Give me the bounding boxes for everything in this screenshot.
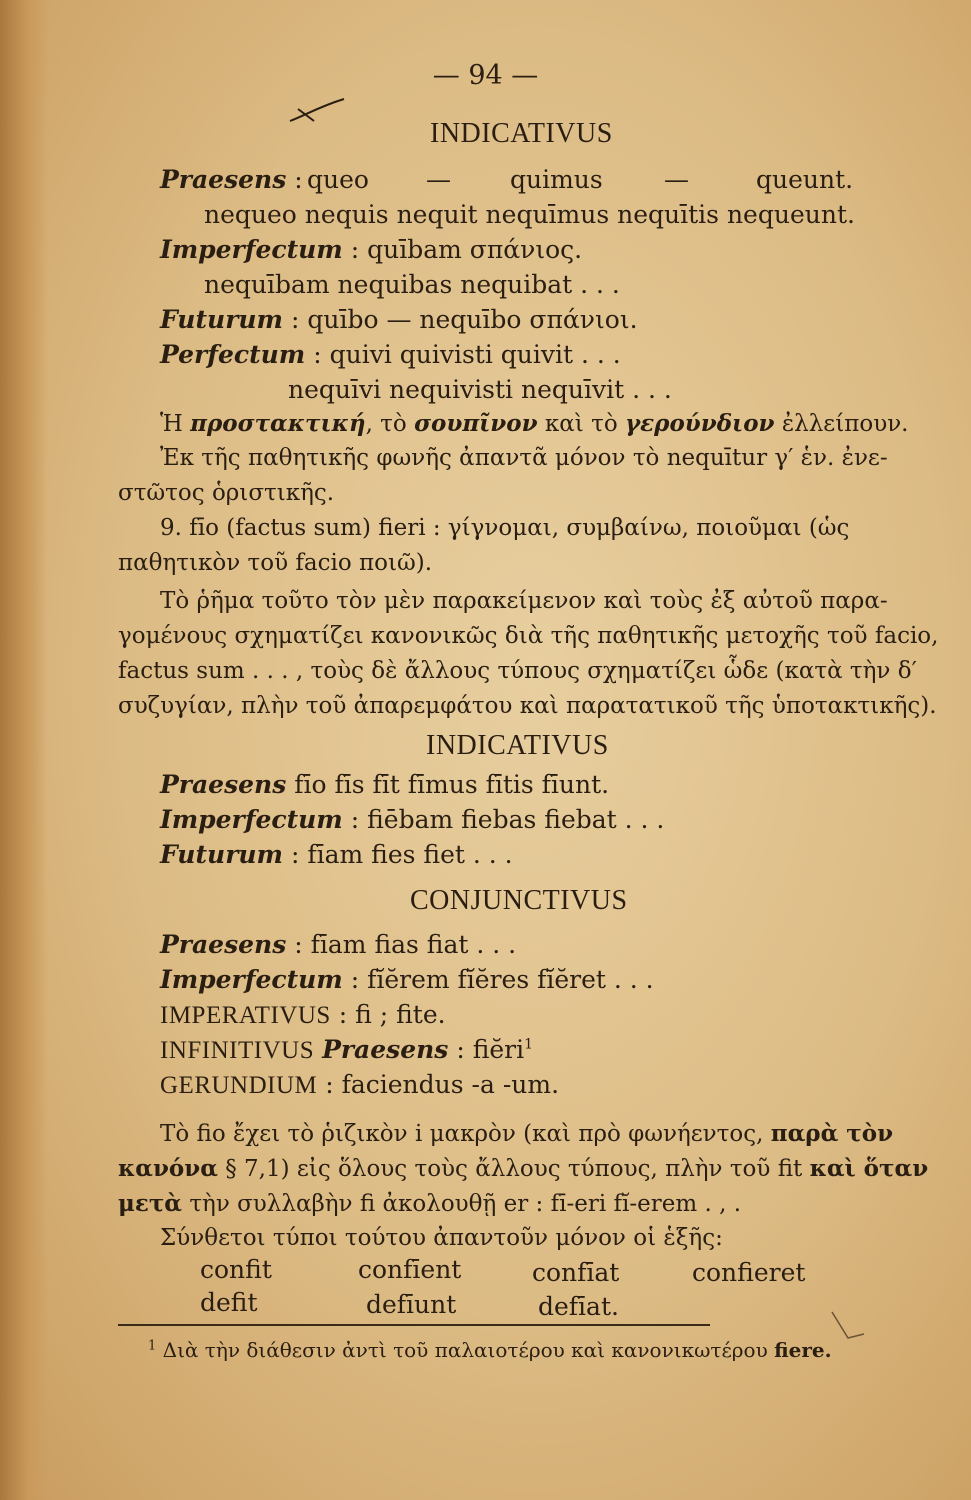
heading-conjunctivus: CONJUNCTIVUS [410,885,628,916]
form-dash-1: — [426,165,451,194]
praesens-negative: nequeo nequis nequit nequīmus nequītis nequeunt. [204,200,855,229]
paragraph2-line2: στῶτος ὁριστικῆς. [118,480,335,506]
para5-line3-b: τὴν συλλαβὴν fi ἀκολουθῇ er : fī-eri fĭ-erem . , . [189,1191,742,1217]
compound-confiat: confīat [532,1258,620,1287]
praesens-row: Praesens : [160,165,303,194]
para5-line2-a: κανόνα [118,1155,218,1182]
fio-imperfectum-text: fiēbam fiebas fiebat . . . [367,805,665,834]
conj-imperfectum-row: Imperfectum : fĭĕrem fĭĕres fĭĕret . . . [160,965,654,994]
para1-mid2: καὶ τὸ [544,411,618,437]
para1-start: Ἡ [160,411,183,437]
compound-confieret: confieret [692,1258,806,1287]
para1-end: ἐλλείπουν. [781,411,909,437]
term-soupinon: σουπῖνον [414,410,538,437]
footnote-text: Διὰ τὴν διάθεσιν ἀντὶ τοῦ παλαιοτέρου καὶ κανονικωτέρου [162,1338,768,1362]
fio-praesens-text: fīo fīs fīt fīmus fītis fīunt. [294,770,610,799]
perfectum-row: Perfectum : quivi quivisti quivit . . . [160,340,621,369]
compound-confit: confit [200,1255,272,1284]
form-quimus: quimus [510,165,603,194]
gerundium-label: GERUNDIUM [160,1072,318,1099]
infinitivus-row: INFINITIVUS Praesens : fiĕri$^1$ [160,1035,534,1064]
fio-futurum-label: Futurum [160,840,284,869]
perfectum-text: quivi quivisti quivit . . . [329,340,621,369]
footnote-word: fiere. [774,1338,832,1362]
paragraph4-line2: γομένους σχηματίζει κανονικῶς διὰ τῆς παθητικῆς μετοχῆς τοῦ facio, [118,623,939,649]
form-queunt: queunt. [756,165,854,194]
pencil-mark-icon [288,95,348,125]
conj-praesens-label: Praesens [160,930,287,959]
fio-futurum-row: Futurum : fīam fies fiet . . . [160,840,513,869]
compound-defiat: defīat. [538,1292,619,1321]
imperfectum-row: Imperfectum : quībam σπάνιος. [160,235,583,264]
conj-praesens-text: fīam fias fiat . . . [310,930,517,959]
paragraph5-line4: Σύνθετοι τύποι τούτου ἀπαντοῦν μόνον οἱ ἑξῆς: [160,1225,723,1251]
futurum-text: quībo — nequībo σπάνιοι. [307,305,638,334]
conj-imperfectum-label: Imperfectum [160,965,343,994]
gerundium-row: GERUNDIUM : faciendus -a -um. [160,1070,560,1099]
compound-confient: confīent [358,1255,462,1284]
paragraph4-line3: factus sum . . . , τοὺς δὲ ἄλλους τύπους σχηματίζει ὧδε (κατὰ τὴν δ′ [118,658,917,684]
pencil-tick-icon [828,1308,868,1344]
footnote-marker: 1 [148,1338,157,1354]
fio-praesens-label: Praesens [160,770,287,799]
paragraph5-line2 [118,1155,928,1182]
perfectum-negative: nequīvi nequivisti nequīvit . . . [288,375,672,404]
para5-line2-b: § 7,1) εἰς ὅλους τοὺς ἄλλους τύπους, πλὴν τοῦ fit [225,1156,803,1182]
fio-praesens-row [160,770,609,799]
footnote-ref[interactable]: 1 [524,1036,534,1053]
imperfectum-negative: nequībam nequibas nequibat . . . [204,270,620,299]
para5-line1-a: Τὸ fio ἔχει τὸ ῥιζικὸν i μακρὸν (καὶ πρὸ φωνήεντος, [160,1121,764,1147]
imperfectum-text: quībam σπάνιος. [367,235,583,264]
para1-mid1: , τὸ [365,411,407,437]
para5-line3-a: μετὰ [118,1190,182,1217]
paragraph3-line2: παθητικὸν τοῦ facio ποιῶ). [118,550,433,576]
paragraph5-line1 [160,1120,893,1147]
paragraph4-line4: συζυγίαν, πλὴν τοῦ ἀπαρεμφάτου καὶ παρατατικοῦ τῆς ὑποτακτικῆς). [118,693,937,719]
compound-defiunt: defīunt [366,1290,457,1319]
infinitivus-text: fiĕri [472,1035,525,1064]
paragraph5-line3 [118,1190,741,1217]
praesens-label: Praesens [160,165,287,194]
paragraph3-line1: 9. fīo (factus sum) fieri : γίγνομαι, συμβαίνω, ποιοῦμαι (ὡς [160,515,850,541]
paragraph4-line1: Τὸ ῥῆμα τοῦτο τὸν μὲν παρακείμενον καὶ τοὺς ἐξ αὐτοῦ παρα- [160,588,888,614]
conj-praesens-row: Praesens : fīam fias fiat . . . [160,930,517,959]
heading-indicativus-2: INDICATIVUS [426,730,609,761]
fio-futurum-text: fīam fies fiet . . . [307,840,513,869]
futurum-label: Futurum [160,305,284,334]
form-queo: queo [307,165,369,194]
gerundium-text: faciendus -a -um. [341,1070,560,1099]
imperativus-label: IMPERATIVUS [160,1002,331,1029]
para5-line1-b: παρὰ τὸν [770,1120,894,1147]
page-edge-shadow [0,0,48,1500]
footnote [148,1338,832,1362]
infinitivus-label: INFINITIVUS [160,1037,315,1064]
heading-indicativus-1: INDICATIVUS [430,118,613,149]
form-dash-2: — [664,165,689,194]
conj-imperfectum-text: fĭĕrem fĭĕres fĭĕret . . . [367,965,654,994]
imperfectum-label: Imperfectum [160,235,343,264]
imperativus-text: fi ; fite. [355,1000,446,1029]
paragraph2-line1: Ἐκ τῆς παθητικῆς φωνῆς ἀπαντᾶ μόνον τὸ nequītur γ′ ἑν. ἐνε- [160,445,888,471]
imperativus-row: IMPERATIVUS : fi ; fite. [160,1000,446,1029]
futurum-row: Futurum : quībo — nequībo σπάνιοι. [160,305,638,334]
compound-defit: defit [200,1288,258,1317]
para5-line2-c: καὶ ὅταν [809,1155,929,1182]
footnote-divider [118,1324,710,1326]
term-prostaktiki: προστακτική [190,410,366,437]
fio-imperfectum-row: Imperfectum : fiēbam fiebas fiebat . . . [160,805,665,834]
paragraph-missing-forms [160,410,908,437]
infinitivus-sub: Praesens [322,1035,449,1064]
fio-imperfectum-label: Imperfectum [160,805,343,834]
term-gerundion: γερούνδιον [625,410,775,437]
perfectum-label: Perfectum [160,340,306,369]
page-number: — 94 — [432,60,539,91]
